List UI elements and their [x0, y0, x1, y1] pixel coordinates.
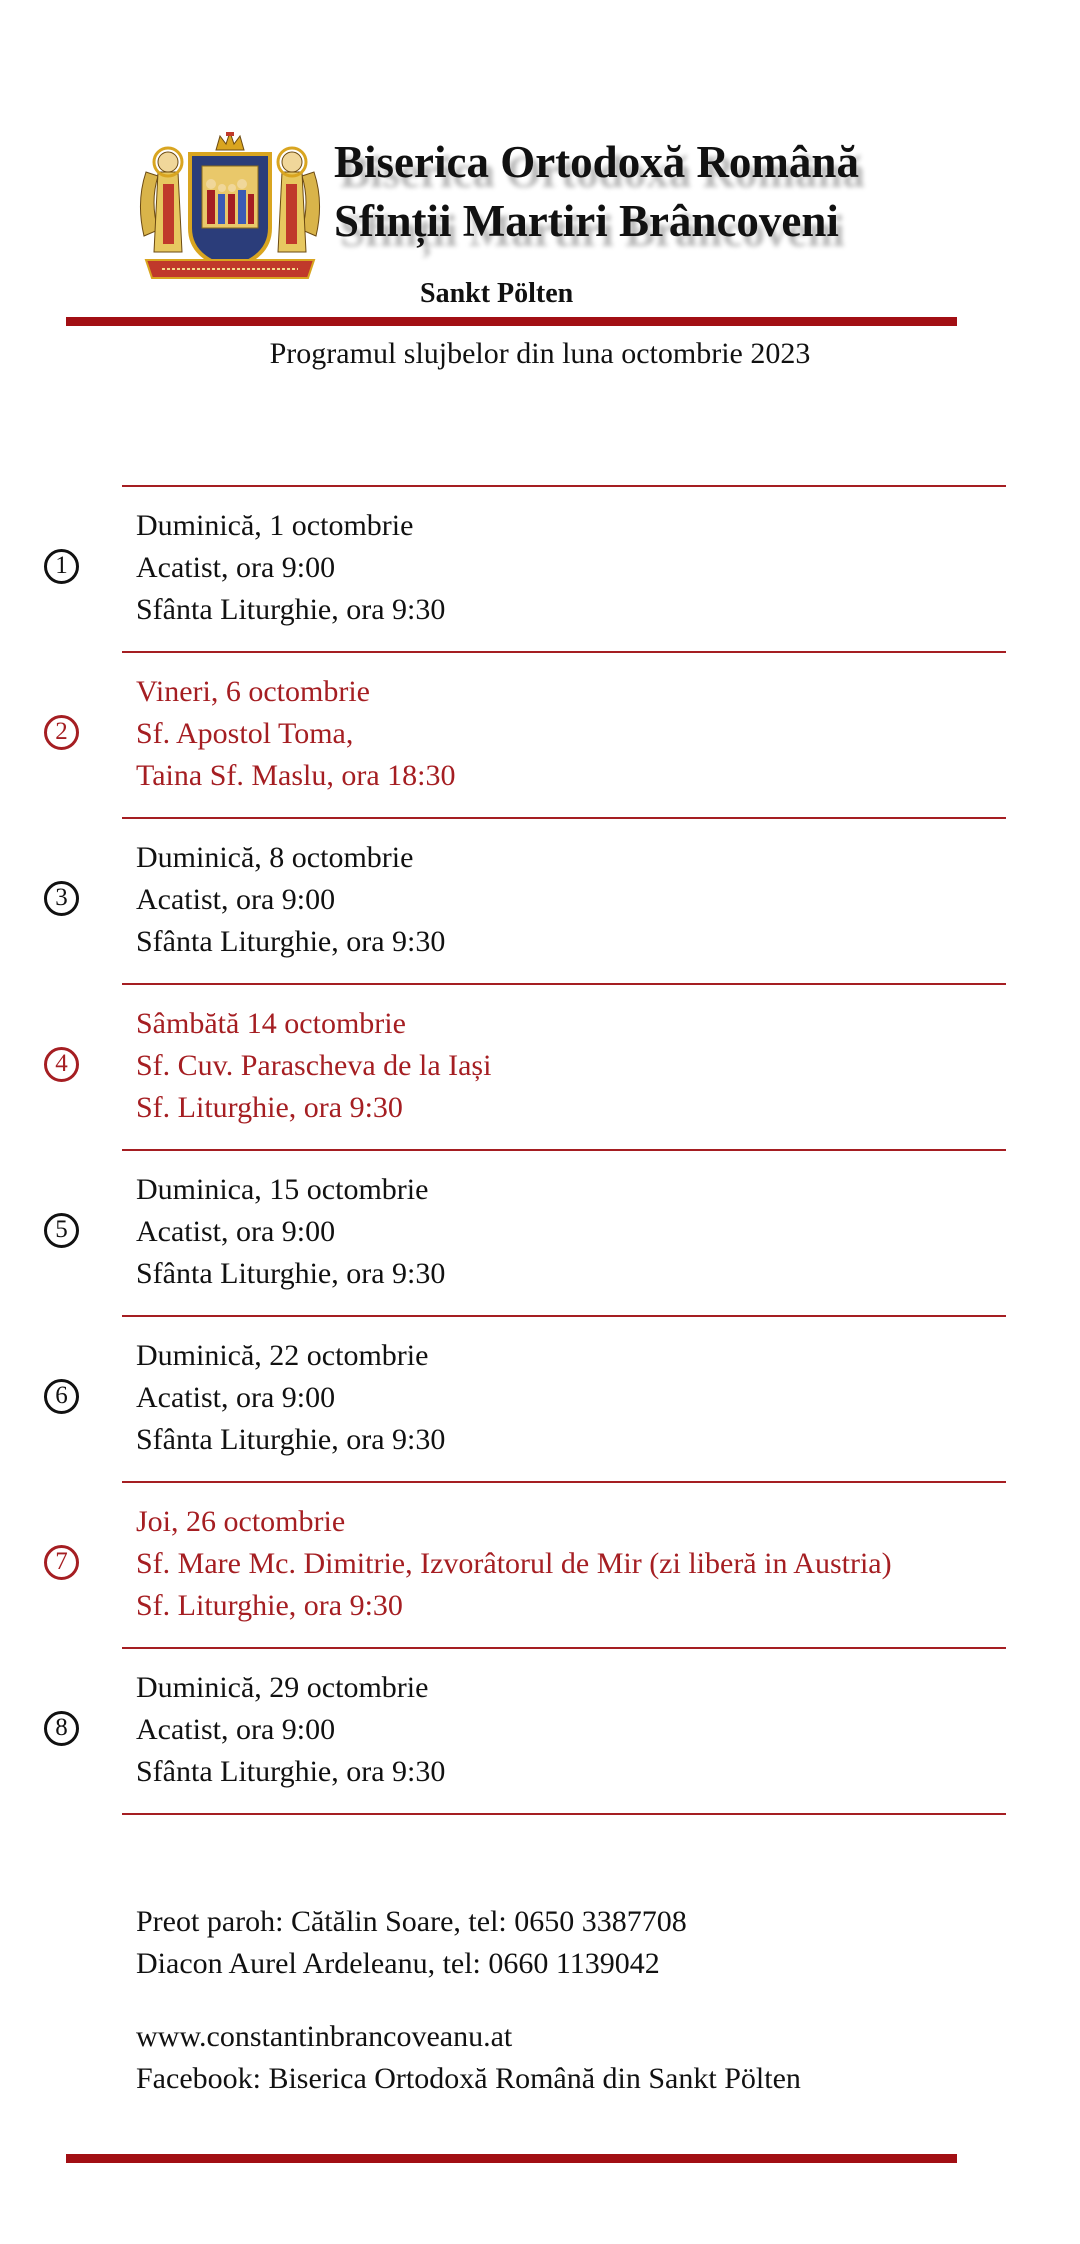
entry-detail: Sf. Liturghie, ora 9:30 [136, 1589, 403, 1622]
entry-detail: Sfânta Liturghie, ora 9:30 [136, 1257, 446, 1290]
header-divider [66, 317, 957, 326]
schedule-entry [0, 817, 1080, 983]
entry-number-badge: 6 [44, 1379, 79, 1414]
schedule-entry [0, 1149, 1080, 1315]
entry-detail: Taina Sf. Maslu, ora 18:30 [136, 759, 456, 792]
entry-date: Joi, 26 octombrie [136, 1505, 346, 1538]
website-link[interactable]: www.constantinbrancoveanu.at [136, 2020, 513, 2053]
entry-detail: Sfânta Liturghie, ora 9:30 [136, 1423, 446, 1456]
links-block [136, 2016, 801, 2100]
entry-date: Duminică, 22 octombrie [136, 1339, 429, 1372]
entry-number-badge: 3 [44, 881, 79, 916]
deacon-contact: Diacon Aurel Ardeleanu, tel: 0660 1139042 [136, 1947, 660, 1980]
schedule-entry [0, 1481, 1080, 1647]
entry-detail: Sf. Cuv. Parascheva de la Iași [136, 1049, 492, 1082]
schedule-divider [122, 1813, 1006, 1815]
entry-detail: Sfânta Liturghie, ora 9:30 [136, 593, 446, 626]
entry-date: Sâmbătă 14 octombrie [136, 1007, 406, 1040]
entry-date: Duminică, 1 octombrie [136, 509, 414, 542]
footer-divider [66, 2154, 957, 2163]
program-title: Programul slujbelor din luna octombrie 2023 [269, 337, 811, 370]
schedule-entry [0, 651, 1080, 817]
entry-number-badge: 2 [44, 715, 79, 750]
entry-detail: Acatist, ora 9:00 [136, 1713, 336, 1746]
facebook-link[interactable]: Facebook: Biserica Ortodoxă Română din Sankt Pölten [136, 2062, 801, 2095]
entry-date: Duminică, 29 octombrie [136, 1671, 429, 1704]
entry-detail: Acatist, ora 9:00 [136, 883, 336, 916]
entry-detail: Acatist, ora 9:00 [136, 551, 336, 584]
entry-number-badge: 5 [44, 1213, 79, 1248]
entry-detail: Acatist, ora 9:00 [136, 1381, 336, 1414]
entry-number-badge: 7 [44, 1545, 79, 1580]
church-name: Biserica Ortodoxă Română [334, 137, 859, 187]
schedule-entry [0, 485, 1080, 651]
entry-number-badge: 1 [44, 549, 79, 584]
entry-detail: Sfânta Liturghie, ora 9:30 [136, 925, 446, 958]
entry-detail: Sf. Apostol Toma, [136, 717, 354, 750]
church-patron-saints: Sfinții Martiri Brâncoveni [334, 196, 839, 246]
entry-detail: Sfânta Liturghie, ora 9:30 [136, 1755, 446, 1788]
priest-contact: Preot paroh: Cătălin Soare, tel: 0650 3387708 [136, 1905, 687, 1938]
schedule-entry [0, 983, 1080, 1149]
entry-date: Duminică, 8 octombrie [136, 841, 414, 874]
contact-block [136, 1901, 687, 1985]
entry-number-badge: 4 [44, 1047, 79, 1082]
entry-detail: Sf. Mare Mc. Dimitrie, Izvorâtorul de Mir (zi liberă in Austria) [136, 1547, 892, 1580]
entry-detail: Sf. Liturghie, ora 9:30 [136, 1091, 403, 1124]
city-name: Sankt Pölten [420, 278, 574, 309]
entry-detail: Acatist, ora 9:00 [136, 1215, 336, 1248]
entry-number-badge: 8 [44, 1711, 79, 1746]
schedule-entry [0, 1315, 1080, 1481]
schedule-entry [0, 1647, 1080, 1813]
entry-date: Duminica, 15 octombrie [136, 1173, 429, 1206]
entry-date: Vineri, 6 octombrie [136, 675, 370, 708]
church-crest-icon [136, 132, 324, 284]
